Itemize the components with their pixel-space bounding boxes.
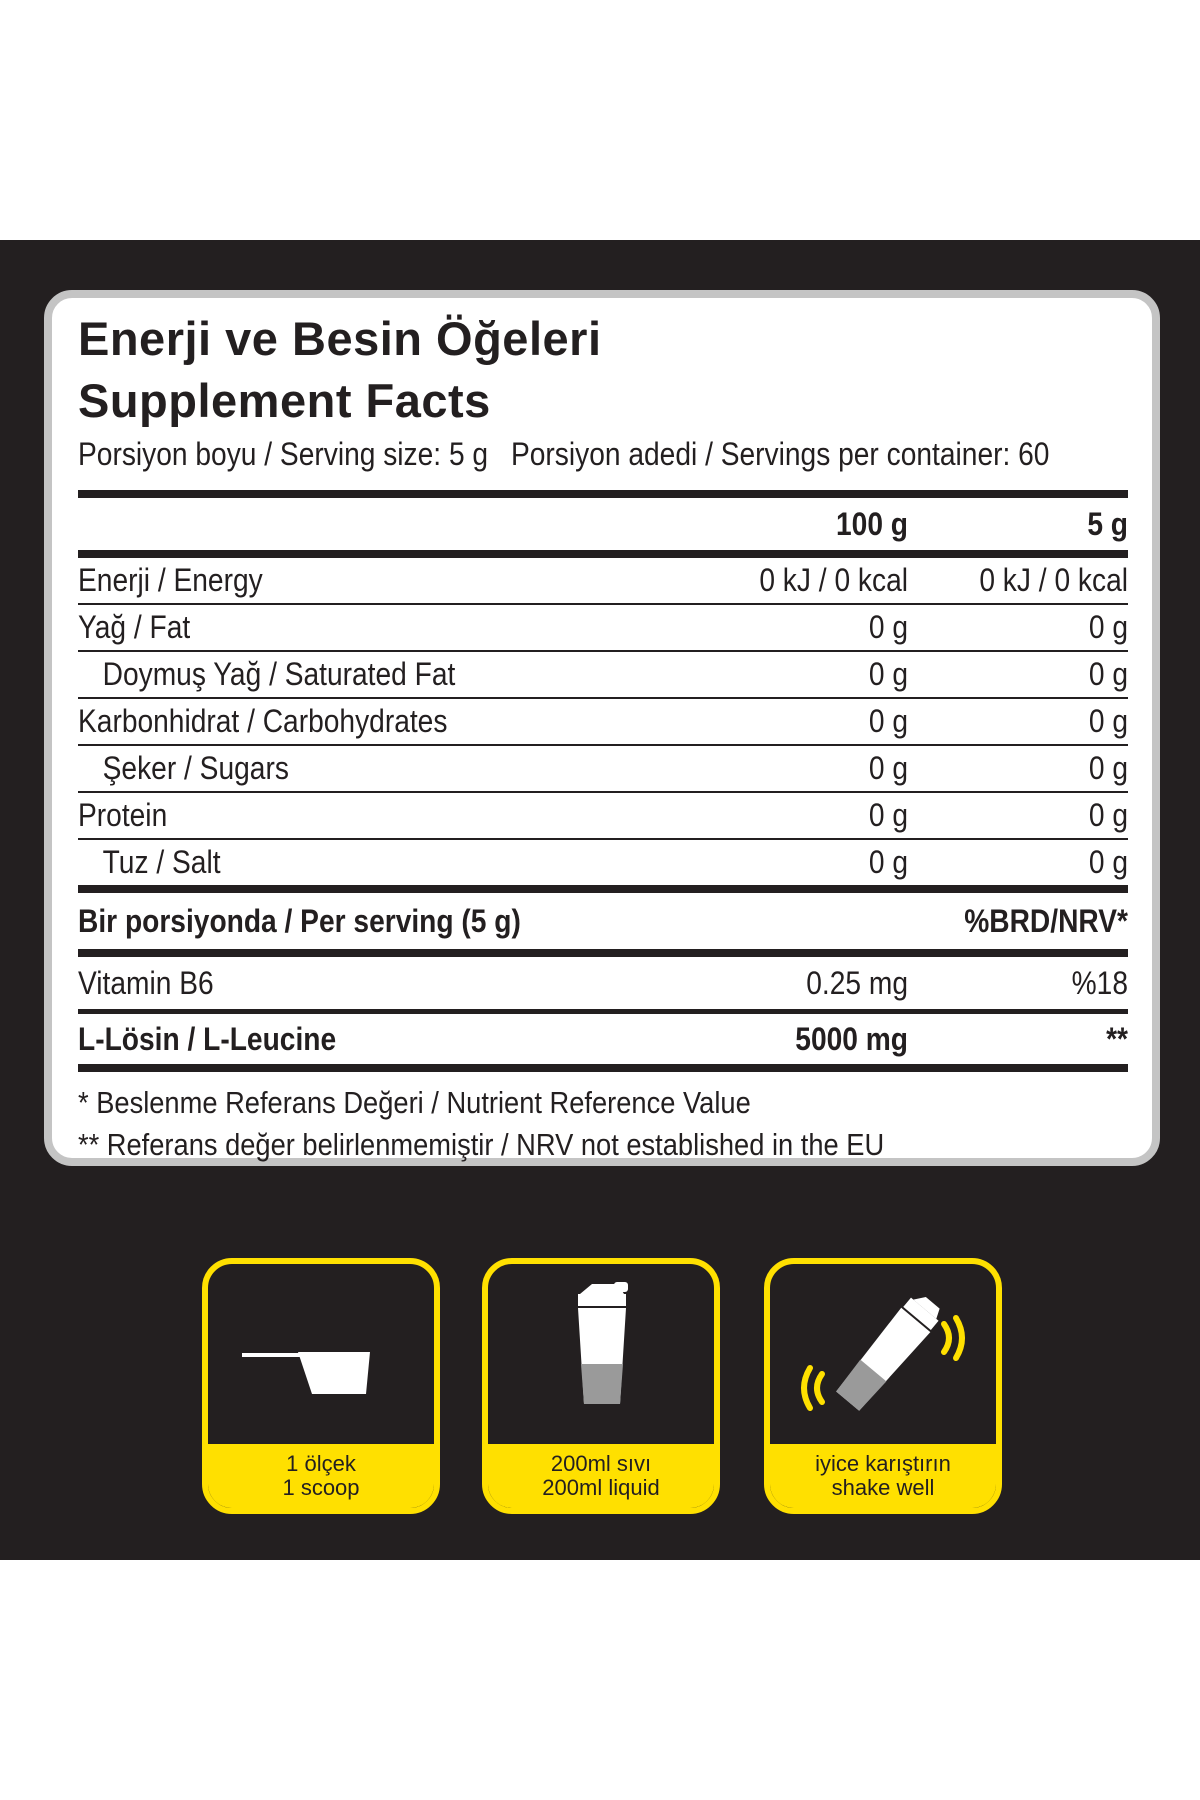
caption-line-en: shake well xyxy=(831,1475,935,1500)
caption-line-en: 200ml liquid xyxy=(542,1475,660,1500)
per-serving-header-row: Bir porsiyonda / Per serving (5 g) %BRD/NRV* xyxy=(78,902,1128,939)
divider xyxy=(78,1064,1128,1072)
title-english: Supplement Facts xyxy=(78,374,491,427)
shaker-icon xyxy=(488,1264,714,1450)
instruction-card-shake xyxy=(764,1258,1002,1514)
caption-line-en: 1 scoop xyxy=(282,1475,360,1500)
instruction-card-shaker xyxy=(482,1258,720,1514)
nutrient-row-saturated-fat: Doymuş Yağ / Saturated Fat 0 g 0 g xyxy=(102,656,1128,692)
nutrient-row-protein: Protein 0 g 0 g xyxy=(78,797,1128,833)
nutrient-row-salt: Tuz / Salt 0 g 0 g xyxy=(102,844,1128,880)
caption-line-tr: iyice karıştırın xyxy=(815,1451,951,1476)
footnotes xyxy=(78,1082,1128,1166)
nutrient-row-carbohydrates: Karbonhidrat / Carbohydrates 0 g 0 g xyxy=(78,703,1128,739)
supplement-facts-content xyxy=(78,308,1128,1166)
nrv-header: %BRD/NRV* xyxy=(964,902,1128,939)
title-turkish: Enerji ve Besin Öğeleri xyxy=(78,312,602,365)
column-per-serving: 5 g xyxy=(1087,505,1128,542)
instruction-card-scoop xyxy=(202,1258,440,1514)
serving-size: Porsiyon boyu / Serving size: 5 g xyxy=(78,436,489,472)
scoop-icon xyxy=(208,1264,434,1450)
vitamin-b6-row: Vitamin B6 0.25 mg %18 xyxy=(78,964,1128,1001)
servings-per-container: Porsiyon adedi / Servings per container: 60 xyxy=(510,436,1050,472)
shake-icon xyxy=(770,1264,996,1450)
column-per-100g: 100 g xyxy=(835,505,908,542)
divider xyxy=(78,550,1128,558)
l-leucine-row: L-Lösin / L-Leucine 5000 mg ** xyxy=(78,1020,1128,1057)
caption-line-tr: 1 ölçek xyxy=(286,1451,356,1476)
divider xyxy=(78,885,1128,893)
nutrient-row-fat: Yağ / Fat 0 g 0 g xyxy=(78,609,1128,645)
nutrient-row-sugars: Şeker / Sugars 0 g 0 g xyxy=(102,750,1128,786)
caption-line-tr: 200ml sıvı xyxy=(550,1451,652,1476)
footnote-nrv: * Beslenme Referans Değeri / Nutrient Reference Value xyxy=(78,1085,751,1120)
divider xyxy=(78,490,1128,498)
nutrient-row-energy: Enerji / Energy 0 kJ / 0 kcal 0 kJ / 0 kcal xyxy=(78,562,1128,598)
serving-info xyxy=(78,434,1050,474)
divider xyxy=(78,949,1128,957)
footnote-not-established: ** Referans değer belirlenmemiştir / NRV not established in the EU xyxy=(78,1127,885,1162)
column-header-row xyxy=(78,498,1128,550)
